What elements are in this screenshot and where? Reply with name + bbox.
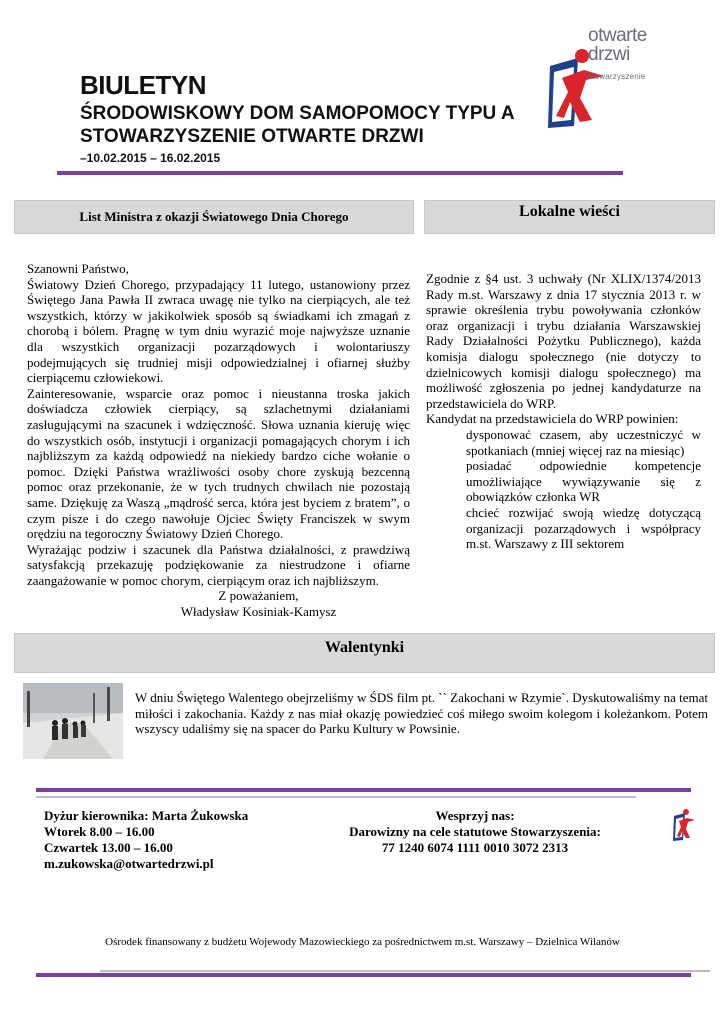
valentines-heading: Walentynki <box>324 639 405 656</box>
letter-signature: Władysław Kosiniak-Kamysz <box>180 604 337 620</box>
logo-line-2: drzwi <box>588 44 630 65</box>
minister-letter <box>27 261 410 620</box>
local-news-intro: Zgodnie z §4 ust. 3 uchwały (Nr XLIX/1374/2013 Rady m.st. Warszawy z dnia 17 stycznia 2013 r. w sprawie określenia trybu powoływania członków oraz organizacji i trybu działania Warszawskiej Rady Działalności Pożytku Publicznego), każda komisja dialogu społecznego (nie dotyczy to dzielnicowych komisji dialogu społecznego) ma możliwość zgłoszenia po jednej kandydaturze na przedstawiciela do WRP. <box>426 271 701 411</box>
duty-tuesday: Wtorek 8.00 – 16.00 <box>44 824 155 839</box>
bulletin-subtitle-2: STOWARZYSZENIE OTWARTE DRZWI <box>80 126 424 147</box>
letter-salutation: Szanowni Państwo, <box>27 261 129 276</box>
logo-line-1: otwarte <box>588 25 647 46</box>
bulletin-title: BIULETYN <box>80 70 206 100</box>
support-block <box>300 808 650 856</box>
letter-heading-box <box>14 200 414 234</box>
local-news-heading-box <box>424 200 715 234</box>
logo-text <box>588 26 647 86</box>
valentines-heading-box <box>14 633 715 673</box>
candidate-intro: Kandydat na przedstawiciela do WRP powinien: <box>426 411 679 427</box>
letter-closing: Z poważaniem, <box>218 588 299 604</box>
support-description: Darowizny na cele statutowe Stowarzyszenia: <box>349 824 601 839</box>
bank-account-number: 77 1240 6074 1111 0010 3072 2313 <box>381 840 569 855</box>
list-item <box>426 458 701 505</box>
bottom-divider-gray <box>100 970 710 972</box>
header-divider <box>57 171 623 175</box>
bottom-divider <box>36 973 691 977</box>
list-item-text: chcieć rozwijać swoją wiedzę dotyczącą organizacji pozarządowych i współpracy m.st. Warszawy z III sektorem <box>466 504 701 552</box>
park-walk-photo <box>23 683 123 759</box>
duty-title: Dyżur kierownika: Marta Żukowska <box>44 808 249 823</box>
letter-paragraph-2: Zainteresowanie, wsparcie oraz pomoc i nieustanna troska jakich doświadcza człowiek cierpiący, są szlachetnymi działaniami zasługującymi na szacunek i wdzięczność. Słowa uznania kieruję więc do wszystkich osób, instytucji i organizacji pomagających chorym i ich najbliższym za każdą odpowiedź na niekiedy bardzo ciche wołanie o pomoc. Dzięki Państwa wrażliwości osoby chore zyskują bezcenną pomoc oraz przekonanie, że w tych trudnych chwilach nie pozostają same. Dziękuję za Waszą „mądrość serca, która jest byciem z bratem”, o czym pisze i do czego nawołuje Ojciec Święty Franciszek w swym orędziu na tegoroczny Światowy Dzień Chorego. <box>27 385 410 542</box>
letter-paragraph-3: Wyrażając podziw i szacunek dla Państwa działalności, z prawdziwą satysfakcją przekazuję podziękowanie za niestrudzone i ofiarne zaangażowanie w pomoc chorym, cierpiącym oraz ich najbliższym. <box>27 541 410 588</box>
bulletin-dates: –10.02.2015 – 16.02.2015 <box>80 151 221 165</box>
local-news-content <box>426 271 701 552</box>
letter-paragraph-1: Światowy Dzień Chorego, przypadający 11 lutego, ustanowiony przez Świętego Jana Pawła II zwraca uwagę nie tylko na cierpiących, ale też wszystkich, którzy w jakikolwiek sposób są świadkami ich zmagań z chorobą i bólem. Pragnę w tym dniu wyrazić moje najwyższe uznanie dla wszystkich organizacji pozarządowych i wolontariuszy podejmujących się trudniej misji odpowiedzialnej i ofiarnej służby cierpiącemu człowiekowi. <box>27 276 410 386</box>
small-logo <box>672 806 696 842</box>
list-item <box>426 505 701 552</box>
list-item-text: dysponować czasem, aby uczestniczyć w spotkaniach (mniej więcej raz na miesiąc) <box>466 426 701 458</box>
candidate-requirements-list <box>426 427 701 552</box>
footer-divider-top <box>36 788 691 792</box>
valentines-text: W dniu Świętego Walentego obejrzeliśmy w ŚDS film pt. `` Zakochani w Rzymie`. Dyskutowaliśmy na temat miłości i zakochania. Każdy z nas miał okazję powiedzieć coś miłego swoim kolegom i koleżankom. Potem wszyscy udaliśmy się na spacer do Parku Kultury w Powsinie. <box>135 690 708 737</box>
local-news-heading: Lokalne wieści <box>519 203 620 220</box>
duty-email[interactable]: m.zukowska@otwartedrzwi.pl <box>44 856 214 871</box>
duty-thursday: Czwartek 13.00 – 16.00 <box>44 840 173 855</box>
funding-note: Ośrodek finansowany z budżetu Wojewody Mazowieckiego za pośrednictwem m.st. Warszawy – Dzielnica Wilanów <box>105 936 620 948</box>
list-item <box>426 427 701 458</box>
bulletin-subtitle-1: ŚRODOWISKOWY DOM SAMOPOMOCY TYPU A <box>80 103 515 124</box>
list-item-text: posiadać odpowiednie kompetencje umożliwiające wywiązywanie się z obowiązków członka WR <box>466 458 701 505</box>
footer-divider-gray <box>36 796 636 798</box>
letter-heading: List Ministra z okazji Światowego Dnia Chorego <box>79 209 349 224</box>
logo-line-3: stowarzyszenie <box>588 72 646 81</box>
manager-duty-block <box>44 808 314 872</box>
support-title: Wesprzyj nas: <box>435 808 515 823</box>
